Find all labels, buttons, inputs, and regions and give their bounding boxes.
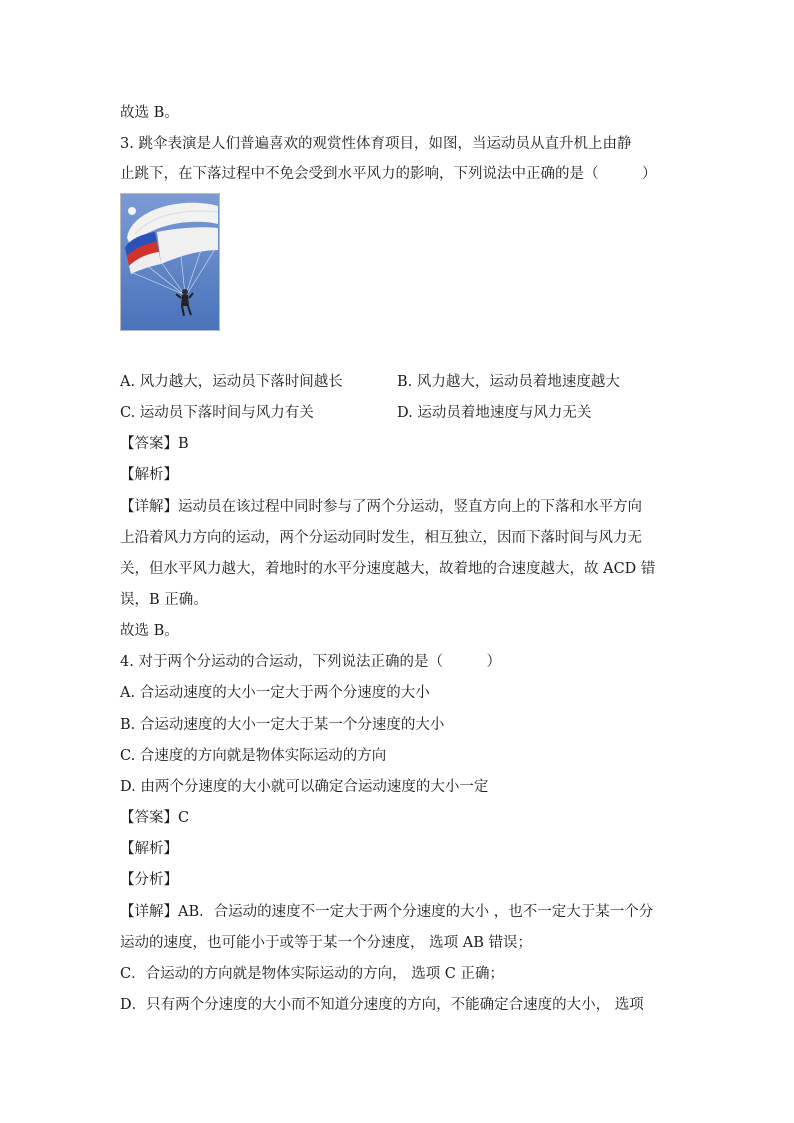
- text-line: 故选 B。: [120, 623, 179, 639]
- answer-label: 【答案】B: [120, 436, 189, 452]
- question-3-stem: 3. 跳伞表演是人们普遍喜欢的观赏性体育项目，如图，当运动员从直升机上由静: [120, 136, 632, 152]
- option-d: D. 由两个分速度的大小就可以确定合运动速度的大小一定: [120, 779, 489, 795]
- analysis-label: 【解析】: [120, 467, 178, 483]
- option-a: A. 风力越大，运动员下落时间越长: [120, 374, 343, 390]
- analysis-sub-label: 【分析】: [120, 872, 178, 888]
- answer-label: 【答案】C: [120, 810, 190, 826]
- detail-paragraph: 误，B 正确。: [120, 592, 208, 608]
- question-3-stem-cont: 止跳下，在下落过程中不免会受到水平风力的影响，下列说法中正确的是（ ）: [120, 166, 657, 182]
- option-a: A. 合运动速度的大小一定大于两个分速度的大小: [120, 685, 430, 701]
- option-c: C. 运动员下落时间与风力有关: [120, 405, 314, 421]
- detail-paragraph: D．只有两个分速度的大小而不知道分速度的方向，不能确定合速度的大小， 选项: [120, 997, 644, 1013]
- question-4-stem: 4. 对于两个分运动的合运动，下列说法正确的是（ ）: [120, 654, 501, 670]
- analysis-label: 【解析】: [120, 841, 178, 857]
- detail-paragraph: 上沿着风力方向的运动，两个分运动同时发生，相互独立，因而下落时间与风力无: [120, 530, 642, 546]
- detail-paragraph: 【详解】运动员在该过程中同时参与了两个分运动，竖直方向上的下落和水平方向: [120, 499, 642, 515]
- text-line: 故选 B。: [120, 105, 179, 121]
- option-b: B. 合运动速度的大小一定大于某一个分速度的大小: [120, 717, 445, 733]
- parachute-figure: [120, 193, 220, 331]
- detail-paragraph: C．合运动的方向就是物体实际运动的方向， 选项 C 正确；: [120, 966, 505, 982]
- detail-paragraph: 【详解】AB．合运动的速度不一定大于两个分速度的大小 ，也不一定大于某一个分: [120, 904, 654, 920]
- option-c: C. 合速度的方向就是物体实际运动的方向: [120, 748, 387, 764]
- detail-paragraph: 关，但水平风力越大，着地时的水平分速度越大，故着地的合速度越大，故 ACD 错: [120, 561, 656, 577]
- detail-paragraph: 运动的速度，也可能小于或等于某一个分速度， 选项 AB 错误；: [120, 935, 532, 951]
- option-b: B. 风力越大，运动员着地速度越大: [397, 374, 620, 390]
- option-d: D. 运动员着地速度与风力无关: [397, 405, 592, 421]
